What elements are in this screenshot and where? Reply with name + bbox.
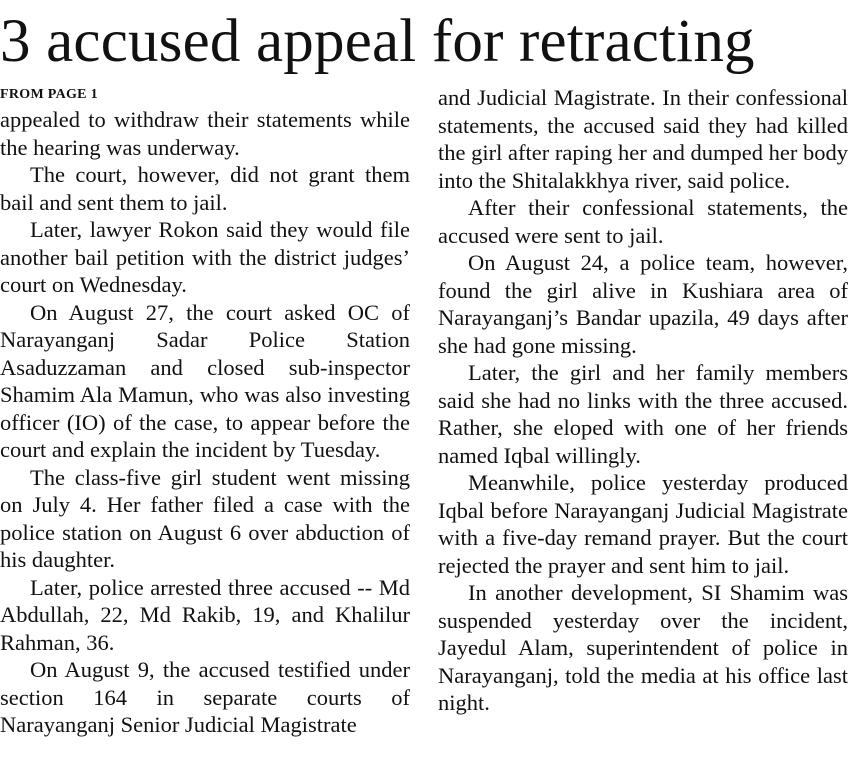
paragraph: The court, however, did not grant them bail and sent them to jail.: [0, 162, 410, 215]
paragraph: appealed to withdraw their statements while the hearing was underway.: [0, 107, 410, 160]
paragraph: On August 27, the court asked OC of Narayanganj Sadar Police Station Asaduzzaman and closed sub-inspector Shamim Ala Mamun, who was also investing officer (IO) of the case, to appear before the court and explain the incident by Tuesday.: [0, 299, 410, 462]
paragraph: On August 24, a police team, however, found the girl alive in Kushiara area of Narayanganj’s Bandar upazila, 49 days after she had gone missing.: [438, 250, 848, 358]
article-column-right: [438, 84, 848, 717]
paragraph: On August 9, the accused testified under section 164 in separate courts of Narayanganj Senior Judicial Magistrate: [0, 657, 410, 737]
paragraph: Later, the girl and her family members said she had no links with the three accused. Rather, she eloped with one of her friends named Iqbal willingly.: [438, 360, 848, 468]
continuation-kicker: FROM PAGE 1: [0, 87, 98, 102]
paragraph: Meanwhile, police yesterday produced Iqbal before Narayanganj Judicial Magistrate with a five-day remand prayer. But the court rejected the prayer and sent him to jail.: [438, 470, 848, 578]
article-column-left: [0, 84, 410, 739]
paragraph: In another development, SI Shamim was suspended yesterday over the incident, Jayedul Alam, superintendent of police in Narayanganj, told the media at his office last night.: [438, 580, 848, 715]
paragraph: Later, police arrested three accused -- Md Abdullah, 22, Md Rakib, 19, and Khalilur Rahman, 36.: [0, 574, 410, 655]
headline: 3 accused appeal for retracting: [0, 8, 755, 75]
paragraph: Later, lawyer Rokon said they would file another bail petition with the district judges’ court on Wednesday.: [0, 217, 410, 297]
paragraph: The class-five girl student went missing on July 4. Her father filed a case with the police station on August 6 over abduction of his daughter.: [0, 464, 410, 572]
paragraph: After their confessional statements, the accused were sent to jail.: [438, 195, 848, 248]
paragraph: and Judicial Magistrate. In their confessional statements, the accused said they had killed the girl after raping her and dumped her body into the Shitalakkhya river, said police.: [438, 85, 848, 193]
